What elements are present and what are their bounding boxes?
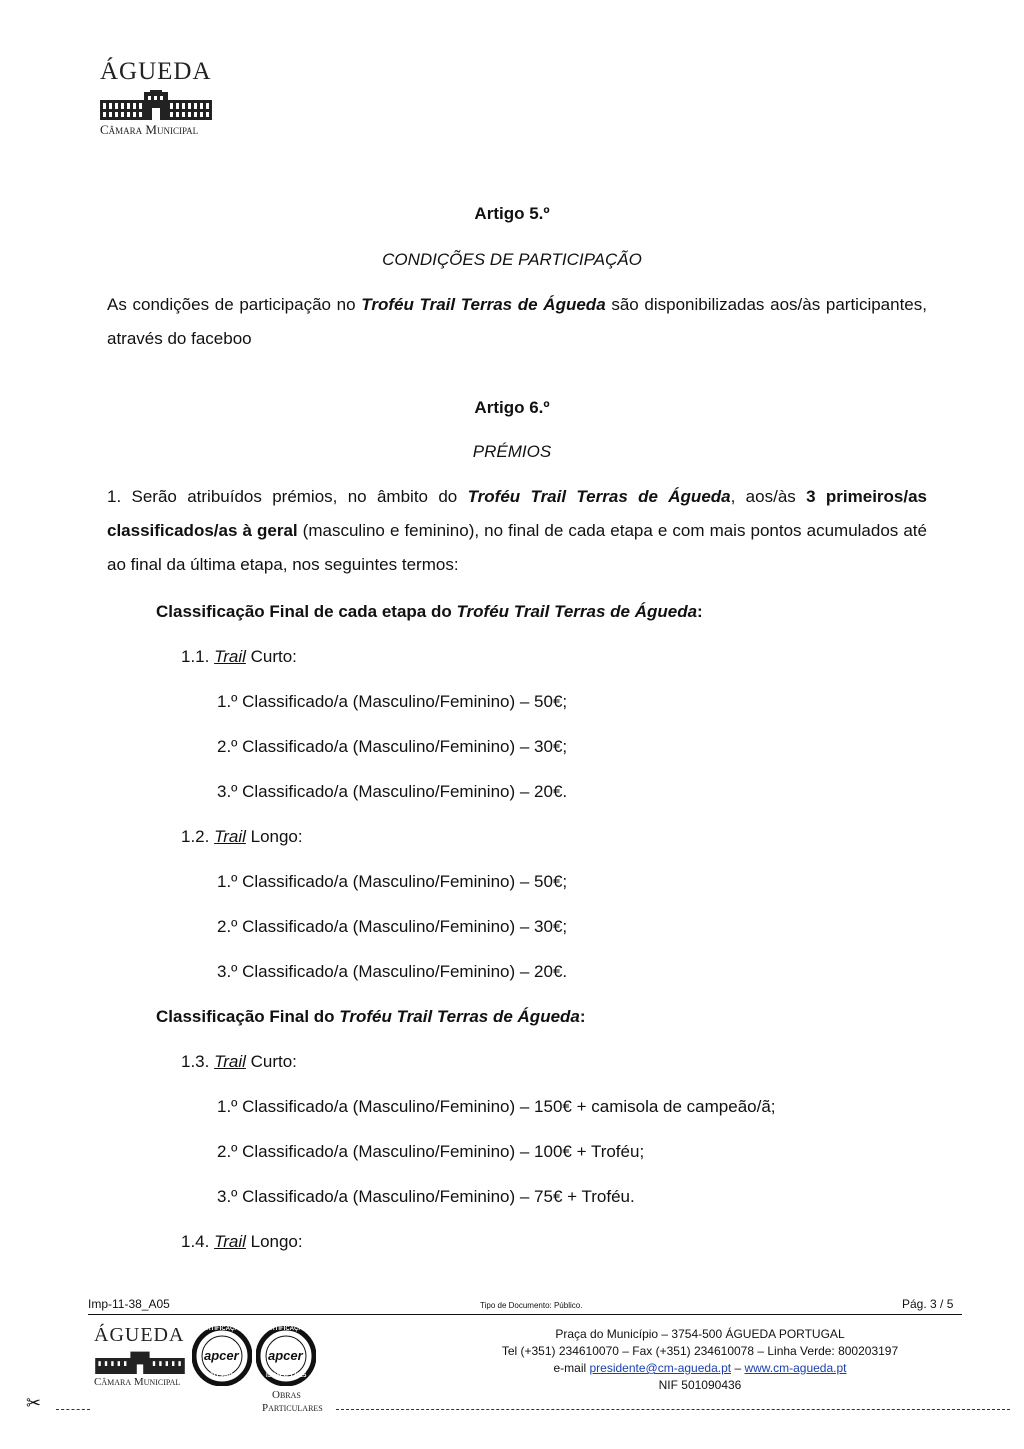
cert-seal-iso9001	[192, 1326, 252, 1386]
footer-logo-subtitle: Câmara Municipal	[94, 1376, 181, 1388]
logo-title: ÁGUEDA	[100, 58, 212, 85]
text-run: são disponibilizadas aos/às participantes,	[605, 295, 927, 314]
trail-word: Trail	[214, 827, 246, 846]
article-5-heading: Artigo 5.º	[474, 204, 550, 223]
doc-code: Imp-11-38_A05	[88, 1297, 170, 1311]
text-run: Classificação Final de cada etapa do	[156, 602, 457, 621]
website-link[interactable]: www.cm-agueda.pt	[744, 1361, 847, 1375]
cert-brand: apcer	[204, 1348, 239, 1363]
trail-word: Trail	[214, 1232, 246, 1251]
prize-item: 1.º Classificado/a (Masculino/Feminino) – 50€;	[217, 692, 568, 711]
text-run: (masculino e feminino), no final de cada etapa e com mais pontos acumulados até	[297, 521, 927, 540]
text-run: 1.2.	[181, 827, 215, 846]
nif: NIF 501090436	[658, 1378, 742, 1392]
email-link[interactable]: presidente@cm-agueda.pt	[589, 1361, 732, 1375]
prize-item: 2.º Classificado/a (Masculino/Feminino) – 30€;	[217, 917, 568, 936]
cert-top-text: CERTIFICAÇÃO	[198, 1326, 244, 1332]
text-run: Curto:	[245, 1052, 297, 1071]
separator: –	[731, 1361, 745, 1375]
text-run: 1.1.	[181, 647, 215, 666]
article-6-paragraph-line1	[107, 480, 927, 514]
trophy-name: Troféu Trail Terras de Águeda	[361, 295, 606, 314]
footer-building-icon	[94, 1350, 186, 1374]
subsection-1-1	[181, 647, 297, 667]
text-run: 1.4.	[181, 1232, 215, 1251]
article-5-paragraph-line2: através do faceboo	[107, 329, 252, 348]
logo-subtitle: Câmara Municipal	[100, 122, 199, 137]
prize-item: 1.º Classificado/a (Masculino/Feminino) – 150€ + camisola de campeão/ã;	[217, 1097, 776, 1116]
prize-item: 3.º Classificado/a (Masculino/Feminino) – 20€.	[217, 962, 568, 981]
text-run: 1. Serão atribuídos prémios, no âmbito do	[107, 487, 468, 506]
prize-item: 1.º Classificado/a (Masculino/Feminino) – 50€;	[217, 872, 568, 891]
text-run: Longo:	[245, 1232, 303, 1251]
contacts-line	[440, 1360, 960, 1377]
article-5-paragraph-line1	[107, 288, 927, 322]
page-number: Pág. 3 / 5	[902, 1297, 954, 1311]
text-run: 1.3.	[181, 1052, 215, 1071]
text-run: Longo:	[245, 827, 303, 846]
cert-top-text: CERTIFICAÇÃO	[262, 1326, 308, 1332]
phones: Tel (+351) 234610070 – Fax (+351) 234610078 – Linha Verde: 800203197	[501, 1344, 899, 1358]
text-run: As condições de participação no	[107, 295, 362, 314]
footer-divider	[88, 1314, 962, 1315]
trail-word: Trail	[214, 647, 246, 666]
section-heading-final	[156, 1007, 586, 1027]
text-run: Curto:	[245, 647, 297, 666]
prize-item: 2.º Classificado/a (Masculino/Feminino) – 30€;	[217, 737, 568, 756]
text-run-bold: 3 primeiros/as	[806, 487, 928, 506]
text-run-bold: classificados/as à geral	[107, 521, 298, 540]
header-logo	[96, 58, 226, 140]
prize-item: 2.º Classificado/a (Masculino/Feminino) – 100€ + Troféu;	[217, 1142, 645, 1161]
cert-label: ISO/IEC 17025	[266, 1373, 307, 1379]
section-heading-stage	[156, 602, 703, 622]
article-6-subheading: PRÉMIOS	[472, 442, 552, 461]
text-run: :	[579, 1007, 586, 1026]
text-run: Classificação Final do	[156, 1007, 340, 1026]
subsection-1-3	[181, 1052, 297, 1072]
particulares-label: Particulares	[262, 1402, 323, 1414]
footer-logo-title: ÁGUEDA	[94, 1324, 185, 1346]
article-6-paragraph-line3: ao final da última etapa, nos seguintes termos:	[107, 555, 459, 574]
cut-line-left	[56, 1409, 90, 1410]
doc-type: Tipo de Documento: Público.	[480, 1301, 583, 1310]
cert-label: ISO 9001	[208, 1373, 234, 1379]
obras-label: Obras	[272, 1389, 301, 1401]
address: Praça do Município – 3754-500 ÁGUEDA PORTUGAL	[555, 1327, 845, 1341]
trail-word: Trail	[214, 1052, 246, 1071]
scissors-icon: ✂	[26, 1393, 42, 1414]
cert-brand: apcer	[268, 1348, 303, 1363]
article-6-paragraph-line2	[107, 514, 927, 548]
prize-item: 3.º Classificado/a (Masculino/Feminino) – 20€.	[217, 782, 568, 801]
article-5-subheading: CONDIÇÕES DE PARTICIPAÇÃO	[382, 250, 642, 269]
prize-item: 3.º Classificado/a (Masculino/Feminino) – 75€ + Troféu.	[217, 1187, 635, 1206]
building-icon	[100, 90, 212, 120]
article-6-heading: Artigo 6.º	[474, 398, 550, 417]
cut-line-right	[336, 1409, 1010, 1410]
subsection-1-4	[181, 1232, 303, 1252]
text-run: :	[697, 602, 703, 621]
subsection-1-2	[181, 827, 303, 847]
email-label: e-mail	[553, 1361, 590, 1375]
text-run: , aos/às	[730, 487, 807, 506]
trophy-name: Troféu Trail Terras de Águeda	[339, 1007, 580, 1026]
contact-block	[440, 1326, 960, 1394]
trophy-name: Troféu Trail Terras de Águeda	[467, 487, 731, 506]
trophy-name: Troféu Trail Terras de Águeda	[456, 602, 698, 621]
cert-seal-iso17025	[256, 1326, 316, 1386]
